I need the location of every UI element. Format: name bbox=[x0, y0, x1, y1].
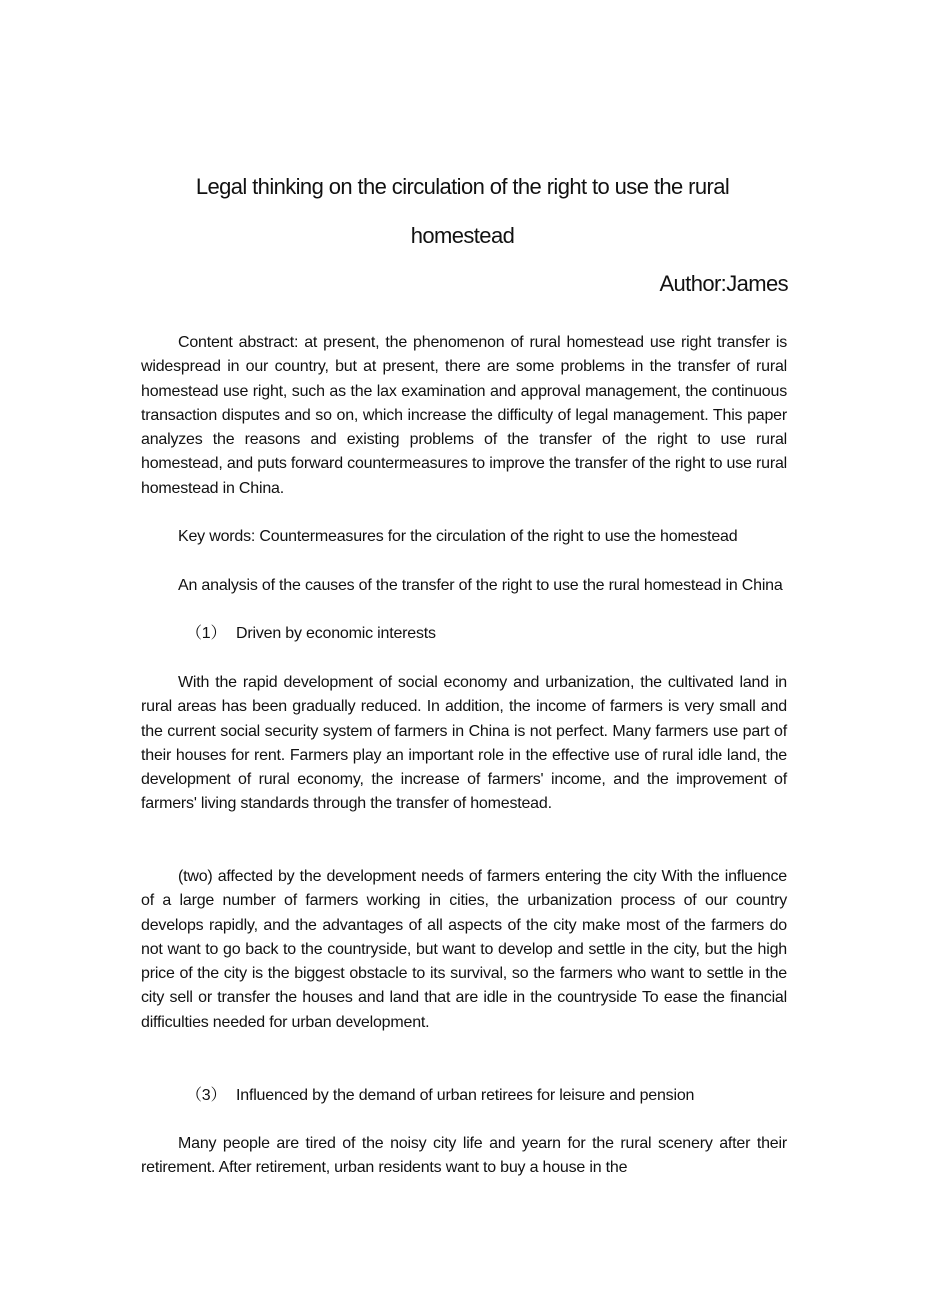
section-3-heading bbox=[186, 1084, 694, 1108]
retirees-paragraph: Many people are tired of the noisy city life and yearn for the rural scenery after their retirement. After retirement, urban residents want to buy a house in the bbox=[141, 1135, 787, 1177]
section-1-heading bbox=[186, 622, 436, 646]
section-1-number: （1） bbox=[186, 625, 227, 642]
keywords-paragraph: Key words: Countermeasures for the circulation of the right to use the homestead bbox=[178, 528, 738, 545]
document-title-line-2: homestead bbox=[410, 223, 515, 248]
section-3-label: Influenced by the demand of urban retirees for leisure and pension bbox=[236, 1087, 695, 1104]
author-line: Author:James bbox=[659, 271, 788, 296]
section-1-label: Driven by economic interests bbox=[236, 625, 436, 642]
section-3-number: （3） bbox=[186, 1087, 227, 1104]
analysis-heading: An analysis of the causes of the transfer of the right to use the rural homestead in China bbox=[178, 577, 783, 594]
economic-interests-paragraph: With the rapid development of social economy and urbanization, the cultivated land in rural areas has been gradually reduced. In addition, the income of farmers is very small and the current social security system of farmers in China is not perfect. Many farmers use part of their houses for rent. Farmers play an important role in the effective use of rural idle land, the development of rural economy, the increase of farmers' income, and the improvement of farmers' living standards through the transfer of homestead. bbox=[141, 674, 787, 813]
farmers-city-paragraph: (two) affected by the development needs of farmers entering the city With the influence of a large number of farmers working in cities, the urbanization process of our country develops rapidly, and the advantages of all aspects of the city make most of the farmers do not want to go back to the countryside, but want to develop and settle in the city, but the high price of the city is the biggest obstacle to its survival, so the farmers who want to settle in the city sell or transfer the houses and land that are idle in the countryside To ease the financial difficulties needed for urban development. bbox=[141, 868, 787, 1031]
document-title-line-1: Legal thinking on the circulation of the right to use the rural bbox=[195, 174, 730, 199]
abstract-paragraph: Content abstract: at present, the phenomenon of rural homestead use right transfer is widespread in our country, but at present, there are some problems in the transfer of rural homestead use right, such as the lax examination and approval management, the continuous transaction disputes and so on, which increase the difficulty of legal management. This paper analyzes the reasons and existing problems of the transfer of the right to use rural homestead, and puts forward countermeasures to improve the transfer of the right to use rural homestead in China. bbox=[141, 334, 787, 497]
